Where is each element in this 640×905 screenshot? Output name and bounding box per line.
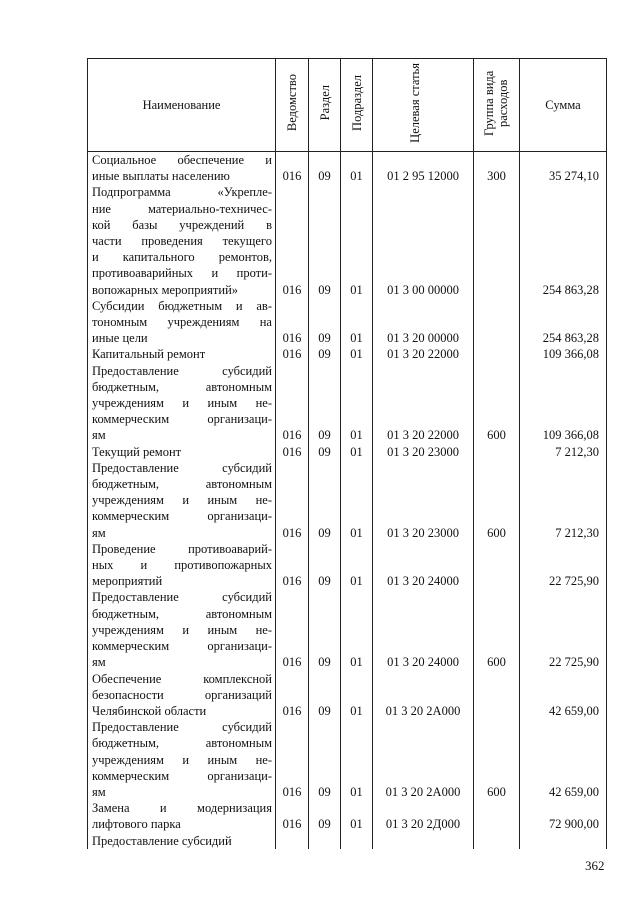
row-subsection: 01	[341, 444, 373, 460]
row-subsection: 01	[341, 671, 373, 720]
header-target-article: Целевая статья	[408, 62, 422, 143]
row-target-article: 01 3 20 2А000	[373, 671, 474, 720]
row-section: 09	[309, 800, 341, 832]
header-amount: Сумма	[520, 59, 607, 152]
row-amount: 254 863,28	[520, 298, 607, 347]
row-name	[88, 444, 276, 460]
row-target-article: 01 3 20 22000	[373, 363, 474, 444]
header-department: Ведомство	[285, 74, 299, 132]
row-name-line: коммерческим организаци-	[92, 412, 272, 427]
row-amount: 42 659,00	[520, 671, 607, 720]
table-body	[88, 152, 607, 849]
row-amount: 72 900,00	[520, 800, 607, 832]
row-name-line: Субсидии бюджетным и ав-	[92, 298, 272, 313]
row-department: 016	[276, 298, 309, 347]
row-department: 016	[276, 800, 309, 832]
row-expense-group	[474, 833, 520, 849]
row-department: 016	[276, 460, 309, 541]
row-name-line: тономным учреждениям на	[92, 315, 272, 330]
row-expense-group	[474, 800, 520, 832]
row-department: 016	[276, 152, 309, 185]
row-name-line: бюджетным, автономным	[92, 379, 272, 394]
row-name-line: коммерческим организаци-	[92, 768, 272, 783]
row-target-article	[373, 833, 474, 849]
row-name	[88, 298, 276, 347]
row-name-line: учреждениям и иным не-	[92, 622, 272, 637]
row-subsection: 01	[341, 152, 373, 185]
row-subsection: 01	[341, 589, 373, 670]
row-name	[88, 363, 276, 444]
row-department: 016	[276, 589, 309, 670]
row-name	[88, 541, 276, 590]
row-name	[88, 589, 276, 670]
row-name	[88, 671, 276, 720]
row-subsection: 01	[341, 800, 373, 832]
row-section: 09	[309, 460, 341, 541]
row-section: 09	[309, 719, 341, 800]
row-target-article: 01 3 20 24000	[373, 541, 474, 590]
row-name	[88, 719, 276, 800]
row-name-line: учреждениям и иным не-	[92, 752, 272, 767]
row-name-line: коммерческим организаци-	[92, 639, 272, 654]
row-target-article: 01 3 20 23000	[373, 444, 474, 460]
row-department: 016	[276, 363, 309, 444]
table-row	[88, 719, 607, 800]
row-name-line: учреждениям и иным не-	[92, 396, 272, 411]
row-name-line: мероприятий	[92, 574, 163, 589]
row-amount: 109 366,08	[520, 363, 607, 444]
row-expense-group	[474, 298, 520, 347]
row-subsection: 01	[341, 184, 373, 297]
row-department: 016	[276, 346, 309, 362]
row-amount: 109 366,08	[520, 346, 607, 362]
row-department	[276, 833, 309, 849]
row-expense-group: 300	[474, 152, 520, 185]
row-name	[88, 184, 276, 297]
row-section: 09	[309, 298, 341, 347]
table-row	[88, 800, 607, 832]
row-target-article: 01 3 20 22000	[373, 346, 474, 362]
row-name-line: бюджетным, автономным	[92, 477, 272, 492]
row-name	[88, 152, 276, 185]
row-name-line: безопасности организаций	[92, 687, 272, 702]
row-target-article: 01 3 20 00000	[373, 298, 474, 347]
row-target-article: 01 3 00 00000	[373, 184, 474, 297]
row-name-line: лифтового парка	[92, 817, 181, 832]
row-name-line: коммерческим организаци-	[92, 509, 272, 524]
table-row	[88, 152, 607, 185]
row-expense-group	[474, 671, 520, 720]
row-department: 016	[276, 719, 309, 800]
row-section: 09	[309, 444, 341, 460]
row-expense-group	[474, 346, 520, 362]
row-section: 09	[309, 363, 341, 444]
row-name-line: учреждениям и иным не-	[92, 493, 272, 508]
row-target-article: 01 3 20 24000	[373, 589, 474, 670]
row-subsection: 01	[341, 719, 373, 800]
row-department: 016	[276, 444, 309, 460]
row-section: 09	[309, 541, 341, 590]
row-name-line: Предоставление субсидий	[92, 720, 272, 735]
row-name-line: иные цели	[92, 331, 148, 346]
row-target-article: 01 3 20 23000	[373, 460, 474, 541]
row-amount: 35 274,10	[520, 152, 607, 185]
row-name-line: ям	[92, 525, 106, 540]
row-name-line: Проведение противоаварий-	[92, 541, 272, 556]
row-subsection	[341, 833, 373, 849]
table-row	[88, 298, 607, 347]
row-name-line: Предоставление субсидий	[92, 460, 272, 475]
row-department: 016	[276, 671, 309, 720]
page-number: 362	[585, 858, 605, 873]
row-department: 016	[276, 541, 309, 590]
row-department: 016	[276, 184, 309, 297]
header-expense-group: Группа вида расходов	[481, 70, 510, 136]
row-name	[88, 460, 276, 541]
row-expense-group: 600	[474, 719, 520, 800]
header-name: Наименование	[88, 59, 276, 152]
row-name	[88, 346, 276, 362]
row-name-line: Подпрограмма «Укрепле-	[92, 185, 272, 200]
row-name-line: Капитальный ремонт	[92, 347, 206, 362]
row-name-line: кой базы учреждений в	[92, 217, 272, 232]
table-row	[88, 589, 607, 670]
row-name-line: Предоставление субсидий	[92, 363, 272, 378]
row-amount: 42 659,00	[520, 719, 607, 800]
row-name-line: ям	[92, 655, 106, 670]
row-subsection: 01	[341, 541, 373, 590]
row-subsection: 01	[341, 460, 373, 541]
table-row	[88, 444, 607, 460]
row-name-line: ных и противопожарных	[92, 558, 272, 573]
row-name-line: бюджетным, автономным	[92, 606, 272, 621]
row-section: 09	[309, 589, 341, 670]
table-row	[88, 363, 607, 444]
row-name-line: вопожарных мероприятий»	[92, 282, 239, 297]
row-name-line: ям	[92, 428, 106, 443]
table-row	[88, 184, 607, 297]
row-name-line: Текущий ремонт	[92, 444, 182, 459]
table-header-row	[88, 59, 607, 152]
row-amount: 22 725,90	[520, 541, 607, 590]
table-row	[88, 671, 607, 720]
row-subsection: 01	[341, 298, 373, 347]
table-row	[88, 541, 607, 590]
row-expense-group: 600	[474, 460, 520, 541]
row-name-line: ям	[92, 784, 106, 799]
row-name-line: Челябинской области	[92, 703, 207, 718]
header-section: Раздел	[317, 85, 332, 121]
row-target-article: 01 2 95 12000	[373, 152, 474, 185]
row-name-line: иные выплаты населению	[92, 169, 230, 184]
row-expense-group: 600	[474, 363, 520, 444]
budget-table	[87, 58, 607, 849]
row-amount: 22 725,90	[520, 589, 607, 670]
table-row	[88, 346, 607, 362]
row-section: 09	[309, 346, 341, 362]
row-amount: 7 212,30	[520, 444, 607, 460]
row-name-line: Обеспечение комплексной	[92, 671, 272, 686]
row-expense-group	[474, 444, 520, 460]
row-amount: 7 212,30	[520, 460, 607, 541]
row-expense-group	[474, 541, 520, 590]
table-row	[88, 833, 607, 849]
row-name-line: и капитального ремонтов,	[92, 250, 272, 265]
row-name-line: Социальное обеспечение и	[92, 153, 272, 167]
row-target-article: 01 3 20 2А000	[373, 719, 474, 800]
row-name-line: бюджетным, автономным	[92, 736, 272, 751]
row-expense-group: 600	[474, 589, 520, 670]
row-expense-group	[474, 184, 520, 297]
row-name-line: части проведения текущего	[92, 234, 272, 249]
row-name-line: противоаварийных и проти-	[92, 266, 272, 281]
table-row	[88, 460, 607, 541]
header-subsection: Подраздел	[349, 74, 364, 131]
row-target-article: 01 3 20 2Д000	[373, 800, 474, 832]
row-name-line: Предоставление субсидий	[92, 590, 272, 605]
row-name	[88, 833, 276, 849]
row-section: 09	[309, 671, 341, 720]
row-amount: 254 863,28	[520, 184, 607, 297]
row-section	[309, 833, 341, 849]
row-name-line: Предоставление субсидий	[92, 833, 232, 848]
row-section: 09	[309, 184, 341, 297]
row-amount	[520, 833, 607, 849]
row-section: 09	[309, 152, 341, 185]
row-subsection: 01	[341, 363, 373, 444]
row-subsection: 01	[341, 346, 373, 362]
row-name-line: Замена и модернизация	[92, 801, 272, 816]
row-name-line: ние материально-техничес-	[92, 201, 272, 216]
row-name	[88, 800, 276, 832]
